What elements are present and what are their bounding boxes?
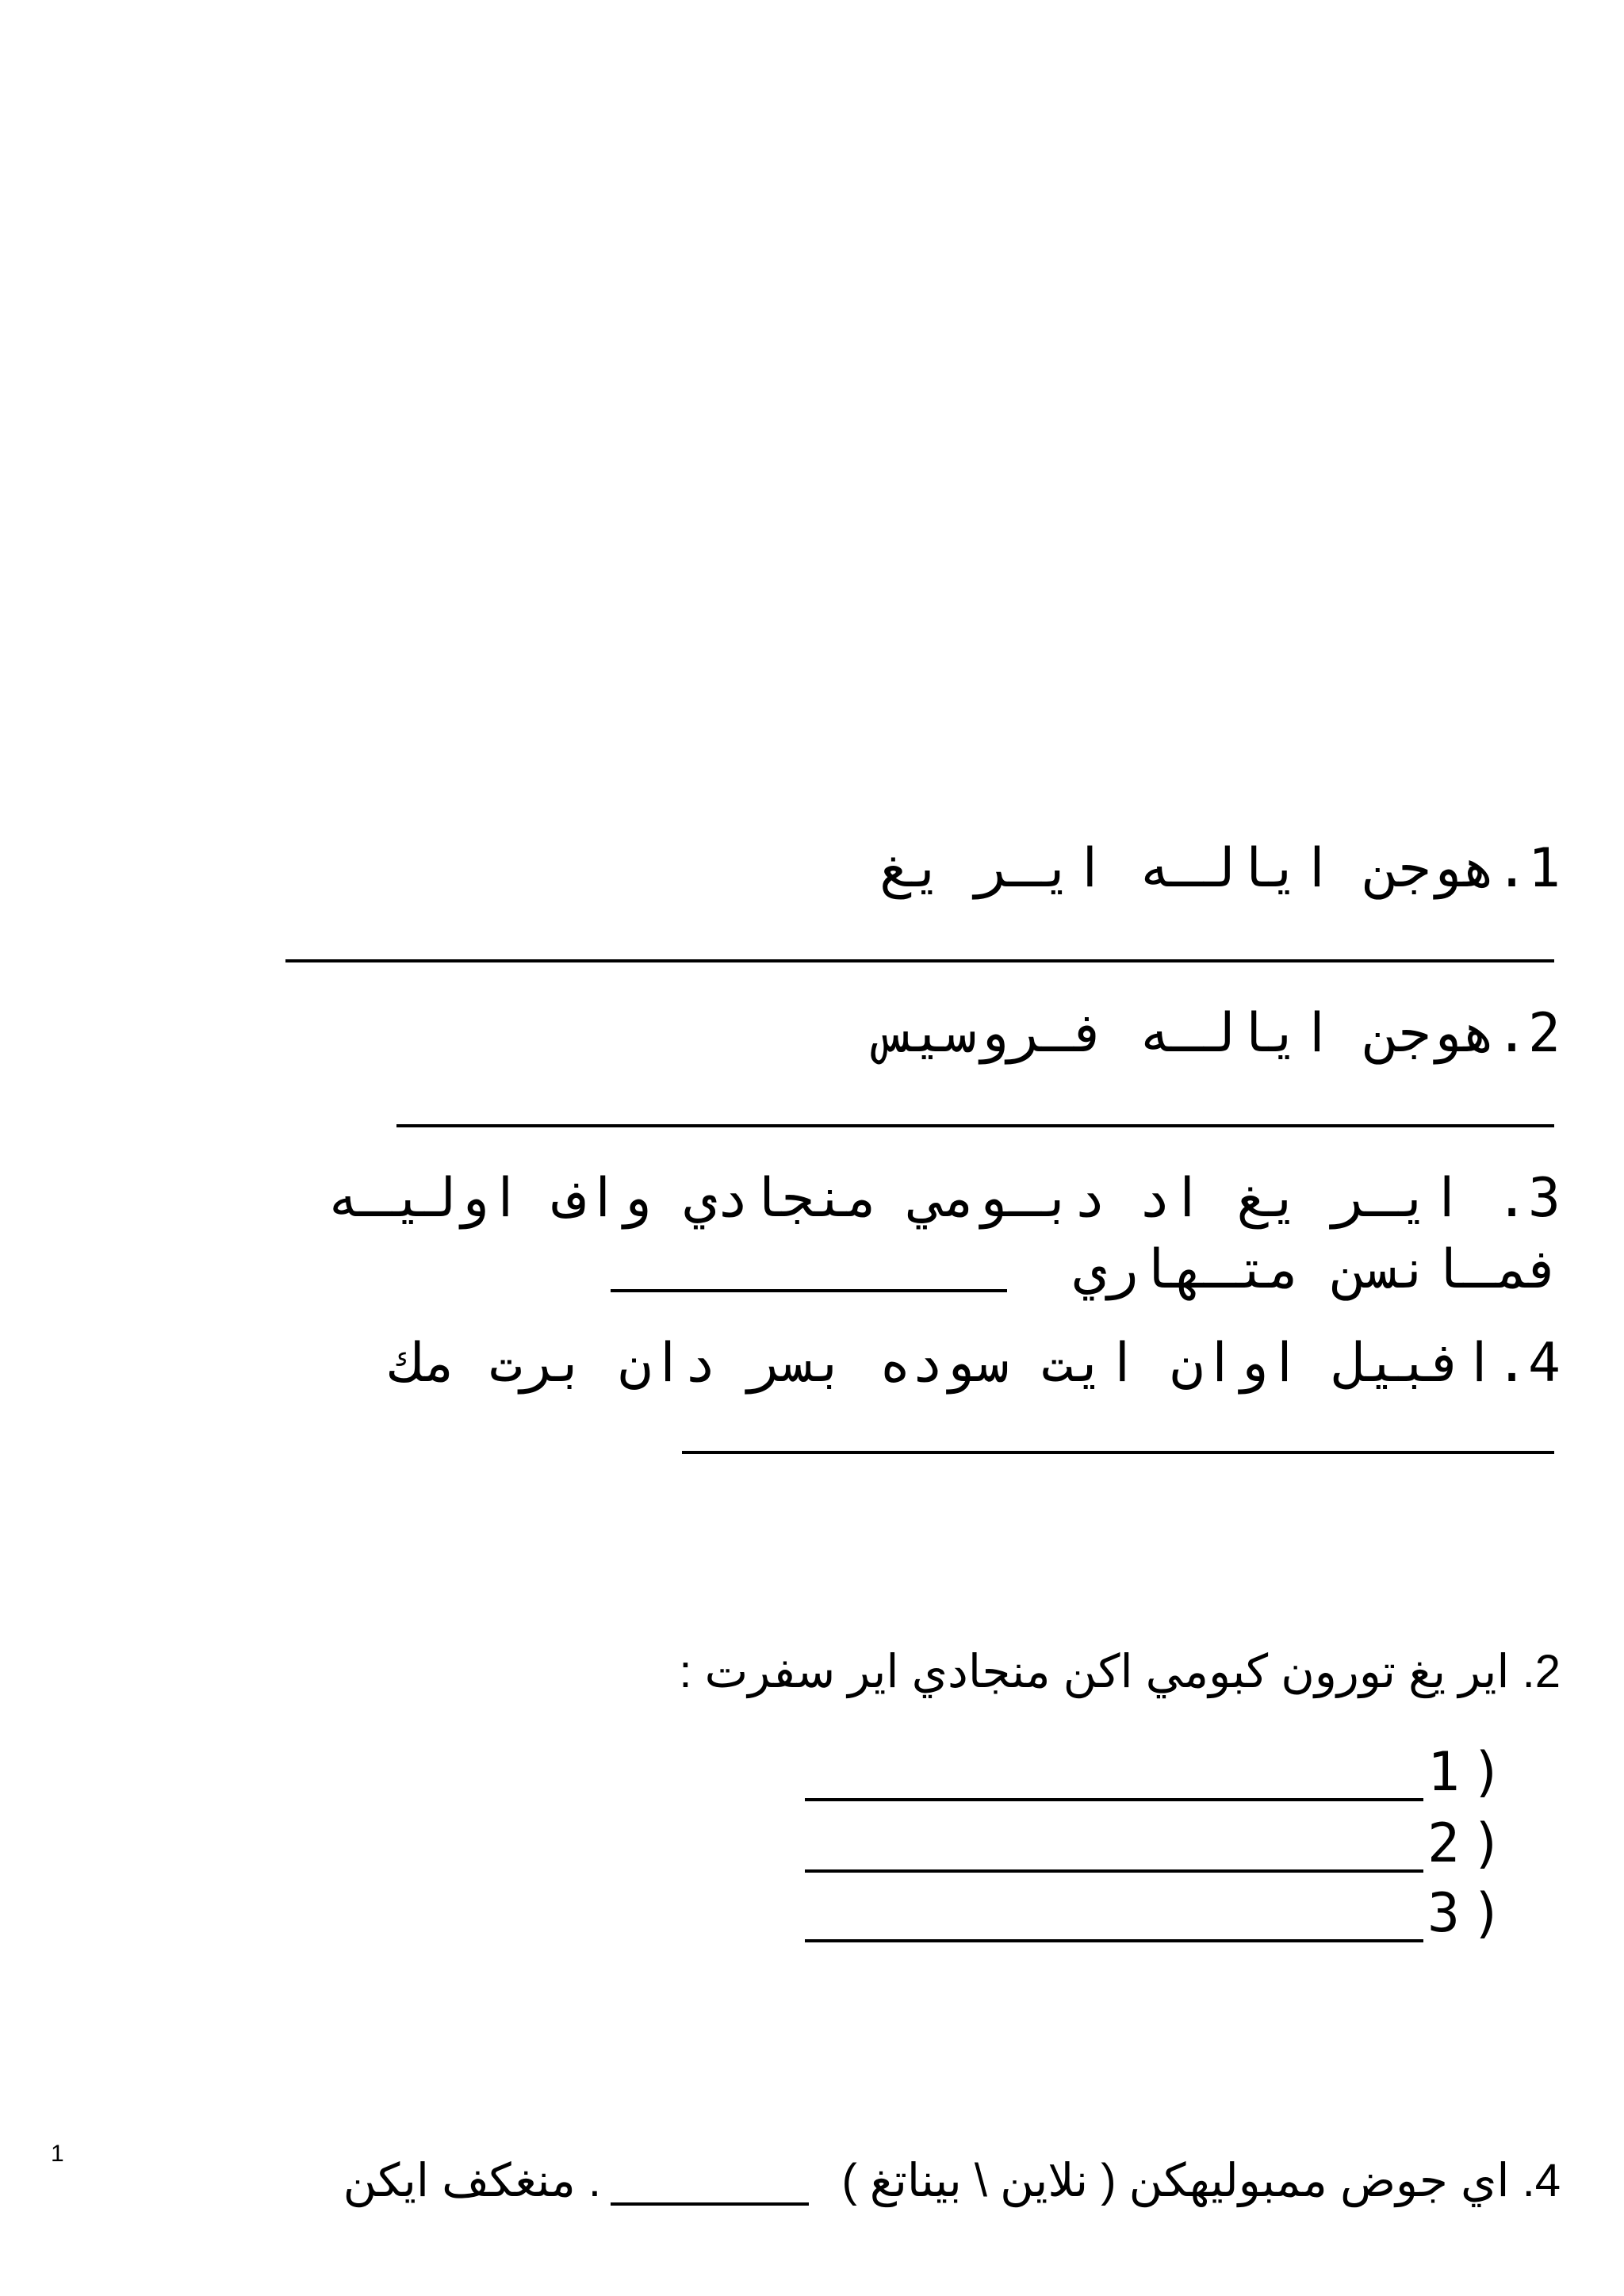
list-item-1-blank[interactable]	[805, 1798, 1423, 1801]
answer-blank-4[interactable]	[682, 1451, 1554, 1454]
section-4-blank[interactable]	[611, 2202, 809, 2206]
section-4-text-left: . منغكف ايكن	[343, 2155, 601, 2206]
section-2-heading: 2. اير يغ تورون كبومي اكن منجادي اير سفرت :	[679, 1646, 1561, 1697]
list-item-3-blank[interactable]	[805, 1939, 1423, 1942]
list-item-3-label: 3)	[1427, 1882, 1515, 1945]
section-4-text-right: 4. اي جوض ممبوليهكن ( نلاين \ بيناتغ )	[841, 2155, 1561, 2206]
answer-blank-1[interactable]	[285, 959, 1554, 962]
question-2: 2.هوجن ايالـه فـروسيس	[879, 1002, 1561, 1065]
list-item-2-label: 2)	[1427, 1812, 1515, 1875]
answer-blank-2[interactable]	[396, 1124, 1554, 1127]
page-number: 1	[51, 2141, 64, 2167]
question-1: 1.هوجن ايالـه ايـر يغ	[879, 837, 1561, 900]
question-3-line-1: 3. ايـر يغ اد دبـومي منجادي واف اوليـه	[327, 1167, 1561, 1230]
list-item-2-blank[interactable]	[805, 1869, 1423, 1873]
question-3-line-2: فمـانسن متـهاري	[1073, 1238, 1561, 1301]
list-item-1-label: 1)	[1427, 1741, 1515, 1804]
question-4: 4.افبيل اوان ايت سوده بسر دان برت مك	[392, 1332, 1561, 1395]
answer-blank-3[interactable]	[611, 1289, 1007, 1292]
